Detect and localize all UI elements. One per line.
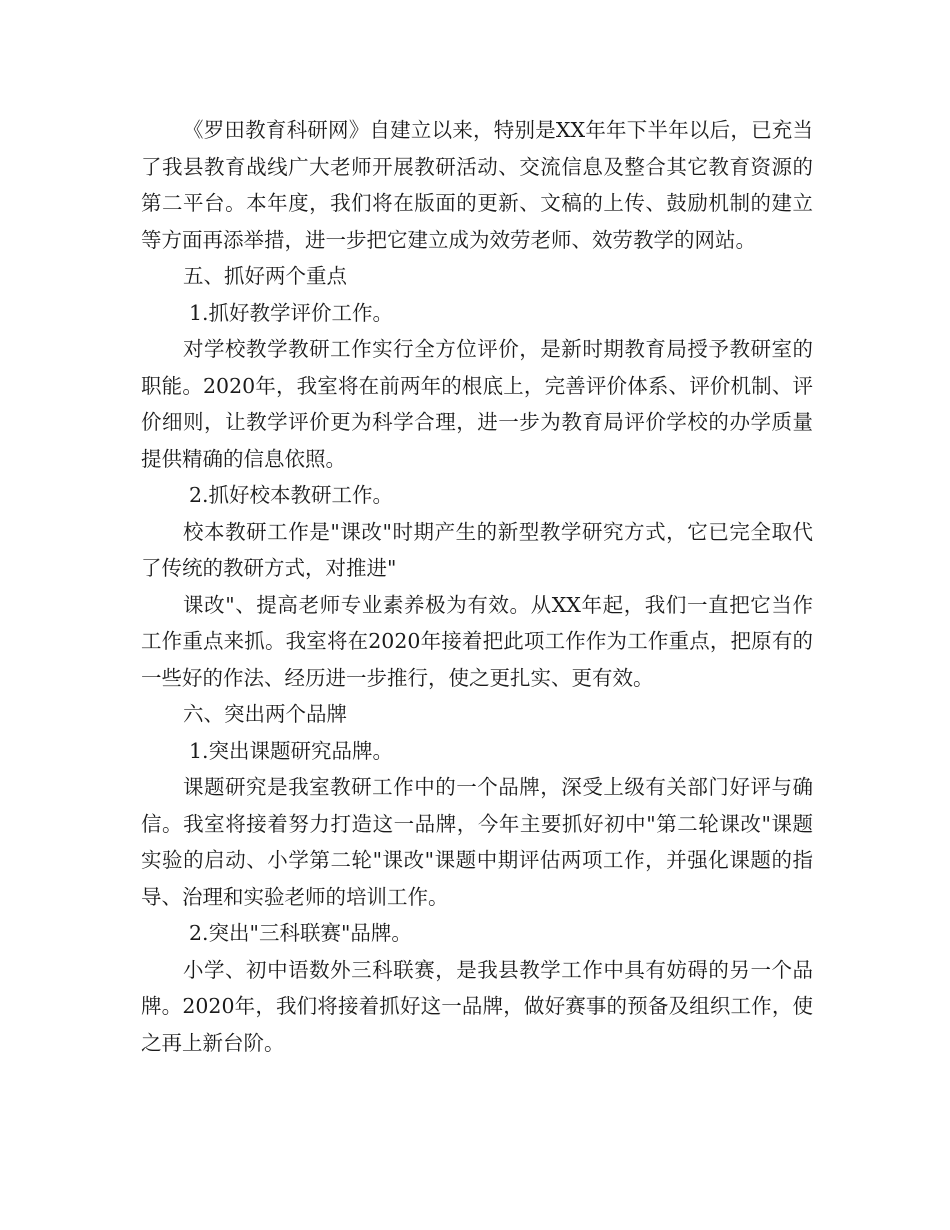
section-heading-six: 六、突出两个品牌 [183,702,347,726]
paragraph-teaching-evaluation: 对学校教学教研工作实行全方位评价，是新时期教育局授予教研室的职能。2020年，我室将在前两年的根底上，完善评价体系、评价机制、评价细则，让教学评价更为科学合理，进一步为教育局评价学校的办学质量提供精确的信息依照。 [141,337,813,471]
subheading-teaching-evaluation: 1.抓好教学评价工作。 [189,300,394,325]
subheading-school-research: 2.抓好校本教研工作。 [189,483,394,507]
subheading-three-subjects: 2.突出"三科联赛"品牌。 [189,921,412,945]
section-heading-five: 五、抓好两个重点 [183,264,347,288]
paragraph-topic-research: 课题研究是我室教研工作中的一个品牌，深受上级有关部门好评与确信。我室将接着努力打造这一品牌，今年主要抓好初中"第二轮课改"课题实验的启动、小学第二轮"课改"课题中期评估两项工作，并强化课题的指导、治理和实验老师的培训工作。 [141,775,813,909]
paragraph-school-research: 校本教研工作是"课改"时期产生的新型教学研究方式，它已完全取代了传统的教研方式，对推进" [141,519,813,580]
paragraph-school-research-continued: 课改"、提高老师专业素养极为有效。从XX年起，我们一直把它当作工作重点来抓。我室将在2020年接着把此项工作作为工作重点，把原有的一些好的作法、经历进一步推行，使之更扎实、更有效。 [141,592,813,690]
document-body [141,112,813,1061]
subheading-topic-research: 1.突出课题研究品牌。 [189,738,394,763]
paragraph-three-subjects: 小学、初中语数外三科联赛，是我县教学工作中具有妨碍的另一个品牌。2020年，我们将接着抓好这一品牌，做好赛事的预备及组织工作，使之再上新台阶。 [141,957,813,1055]
paragraph-website: 《罗田教育科研网》自建立以来，特别是XX年年下半年以后，已充当了我县教育战线广大老师开展教研活动、交流信息及整合其它教育资源的第二平台。本年度，我们将在版面的更新、文稿的上传、鼓励机制的建立等方面再添举措，进一步把它建立成为效劳老师、效劳教学的网站。 [141,118,813,252]
